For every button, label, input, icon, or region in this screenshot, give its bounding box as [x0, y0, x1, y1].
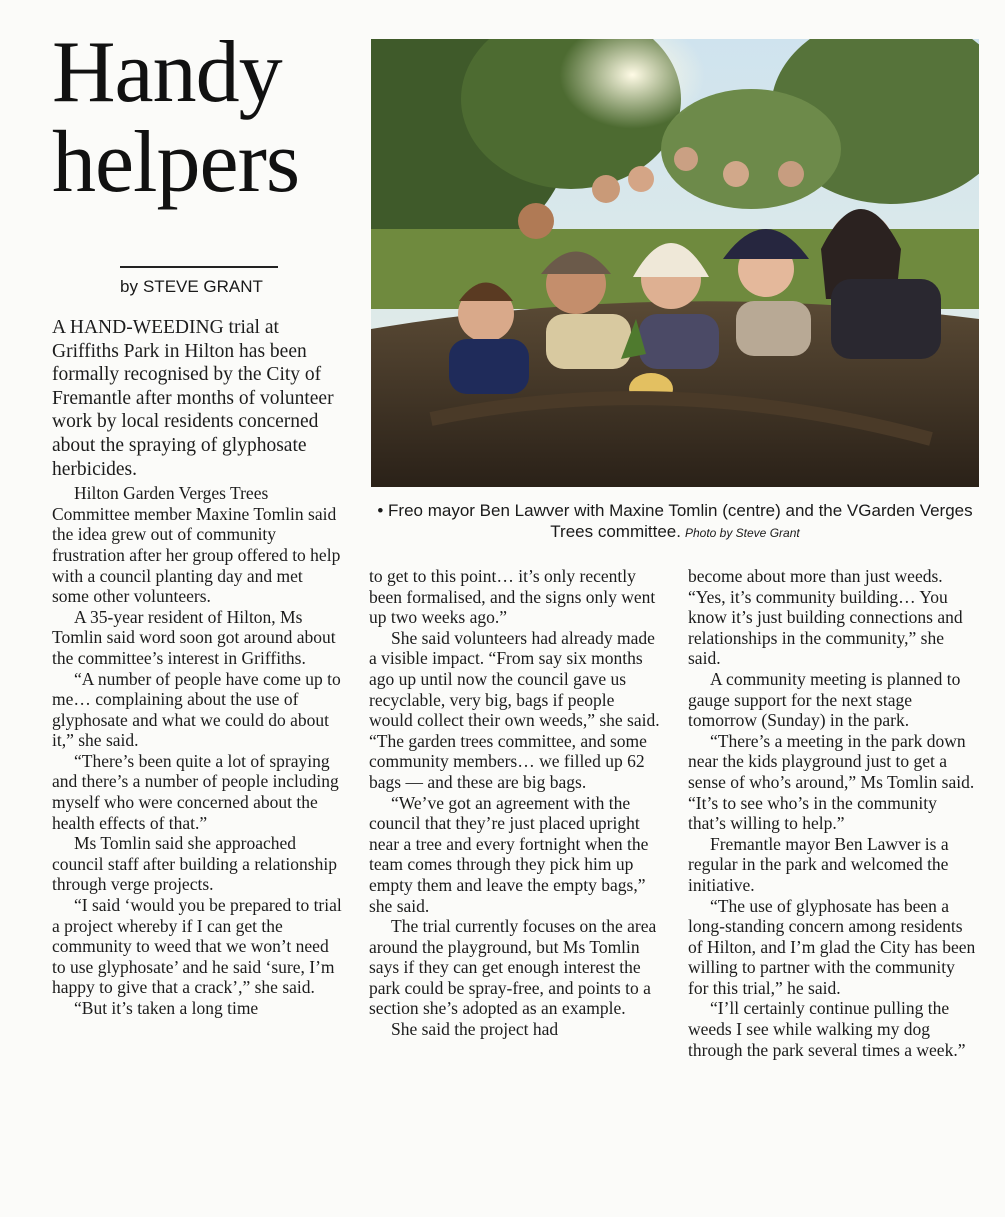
article-paragraph: Ms Tomlin said she approached council staff after building a relationship through verge projects.: [52, 833, 337, 895]
article-paragraph: “A number of people have come up to me… complaining about the use of glyphosate and what we could do about it,” she said.: [52, 668, 341, 751]
article-paragraph: A 35-year resident of Hilton, Ms Tomlin said word soon got around about the committee’s interest in Griffiths.: [52, 606, 336, 668]
article-paragraph: “There’s been quite a lot of spraying and there’s a number of people including myself who were concerned about the health effects of that.”: [52, 750, 339, 833]
article-paragraph: She said the project had: [391, 1019, 559, 1040]
article-paragraph: The trial currently focuses on the area around the playground, but Ms Tomlin says if they can get enough interest the park could be spray-free, and points to a section she’s adopted as an example.: [369, 916, 657, 1019]
article-headline: [52, 24, 352, 211]
headline-line-1: Handy: [52, 24, 282, 121]
photo-caption: [371, 500, 979, 544]
article-photo: [371, 39, 979, 487]
byline-rule: [120, 266, 278, 268]
article-paragraph: to get to this point… it’s only recently been formalised, and the signs only went up two weeks ago.”: [369, 566, 656, 628]
article-paragraph: “We’ve got an agreement with the council that they’re just placed upright near a tree and every fortnight when the team comes through they pick him up empty them and leave the empty bags,” she said.: [369, 792, 649, 916]
photo-credit: Photo by Steve Grant: [684, 526, 800, 540]
article-paragraph: Hilton Garden Verges Trees Committee member Maxine Tomlin said the idea grew out of community frustration after her group offered to help with a council planting day and met some other volunteers.: [52, 483, 341, 607]
byline-prefix: by: [120, 277, 138, 296]
article-column-2: [369, 566, 662, 1040]
caption-text: • Freo mayor Ben Lawver with Maxine Tomlin (centre) and the VGarden Verges Trees committee.: [377, 501, 973, 541]
article-paragraph: A community meeting is planned to gauge support for the next stage tomorrow (Sunday) in the park.: [688, 668, 961, 731]
headline-line-2: helpers: [52, 114, 300, 211]
article-paragraph: “There’s a meeting in the park down near the kids playground just to get a sense of who’s around,” Ms Tomlin said. “It’s to see who’s in the community that’s willing to help.”: [688, 730, 975, 834]
article-paragraph: become about more than just weeds. “Yes, it’s community building… You know it’s just building connections and relationships in the community,” she said.: [688, 566, 963, 669]
article-paragraph: She said volunteers had already made a visible impact. “From say six months ago up until now the council gave us recyclable, very big, bags if people would collect their own weeds,” she said. “The garden trees committee, and some community members… we filled up 62 bags — and these are big bags.: [369, 627, 660, 792]
article-column-1: [52, 316, 342, 1019]
article-paragraph: “The use of glyphosate has been a long-standing concern among residents of Hilton, and I’m glad the City has been willing to partner with the community for this trial,” he said.: [688, 895, 976, 998]
article-paragraph: “I’ll certainly continue pulling the weeds I see while walking my dog through the park several times a week.”: [688, 998, 966, 1060]
article-column-3: [688, 566, 978, 1060]
article-paragraph: “I said ‘would you be prepared to trial a project whereby if I can get the community to weed that we won’t need to use glyphosate’ and he said ‘sure, I’m happy to give that a crack’,” she said.: [52, 895, 342, 998]
article-paragraph: Fremantle mayor Ben Lawver is a regular in the park and welcomed the initiative.: [688, 833, 949, 895]
byline: [120, 277, 320, 297]
article-paragraph: “But it’s taken a long time: [74, 998, 259, 1018]
article-lead-paragraph: A HAND-WEEDING trial at Griffiths Park in Hilton has been formally recognised by the City of Fremantle after months of volunteer work by local residents concerned about the spraying of glyphosate herbicides.: [52, 317, 334, 480]
byline-author: STEVE GRANT: [142, 277, 263, 296]
